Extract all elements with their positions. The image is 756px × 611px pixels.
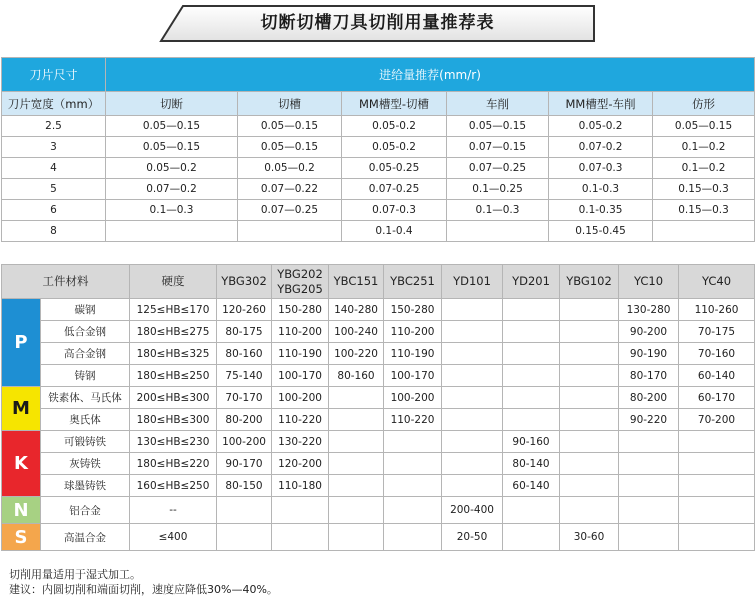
speed-value-cell <box>329 524 384 551</box>
speed-value-cell: 110-220 <box>272 409 329 431</box>
speed-value-cell <box>560 475 619 497</box>
feed-value-cell: 0.1—0.25 <box>447 179 549 200</box>
speed-value-cell: 120-260 <box>217 299 272 321</box>
speed-value-cell <box>442 321 503 343</box>
material-name-cell: 可锻铸铁 <box>41 431 130 453</box>
speed-value-cell: 70-160 <box>679 343 755 365</box>
feed-value-cell: 0.1-0.35 <box>549 200 653 221</box>
feed-value-cell: 0.07-0.25 <box>342 179 447 200</box>
speed-value-cell <box>560 299 619 321</box>
speed-value-cell: 70-170 <box>217 387 272 409</box>
feed-value-cell: 0.05—0.15 <box>238 137 342 158</box>
speed-value-cell: 80-200 <box>619 387 679 409</box>
hardness-cell: 130≤HB≤230 <box>130 431 217 453</box>
speed-row <box>2 497 755 524</box>
feed-value-cell: 0.07—0.15 <box>447 137 549 158</box>
feed-value-cell: 0.05-0.2 <box>342 137 447 158</box>
grade-header: YD201 <box>503 265 560 299</box>
speed-value-cell <box>442 387 503 409</box>
hardness-cell: 200≤HB≤300 <box>130 387 217 409</box>
insert-width-cell: 3 <box>2 137 106 158</box>
speed-value-cell: 140-280 <box>329 299 384 321</box>
feed-value-cell: 0.07—0.25 <box>238 200 342 221</box>
grade-header: YBC251 <box>384 265 442 299</box>
cutting-speed-table <box>1 264 755 551</box>
material-name-cell: 灰铸铁 <box>41 453 130 475</box>
speed-value-cell: 70-175 <box>679 321 755 343</box>
feed-row <box>2 179 755 200</box>
speed-value-cell <box>619 524 679 551</box>
speed-value-cell: 110-180 <box>272 475 329 497</box>
feed-value-cell: 0.05—0.15 <box>106 116 238 137</box>
speed-row <box>2 343 755 365</box>
feed-value-cell: 0.1-0.4 <box>342 221 447 242</box>
speed-value-cell: 80-160 <box>217 343 272 365</box>
feed-value-cell: 0.1—0.3 <box>106 200 238 221</box>
speed-value-cell <box>217 497 272 524</box>
speed-value-cell <box>619 475 679 497</box>
feed-value-cell: 0.15—0.3 <box>653 179 755 200</box>
speed-value-cell <box>619 431 679 453</box>
speed-value-cell <box>503 321 560 343</box>
insert-size-header: 刀片尺寸 <box>2 58 106 92</box>
material-name-cell: 高温合金 <box>41 524 130 551</box>
feed-value-cell: 0.05—0.2 <box>238 158 342 179</box>
speed-value-cell <box>384 497 442 524</box>
feed-value-cell: 0.1—0.2 <box>653 137 755 158</box>
speed-value-cell: 110-200 <box>384 321 442 343</box>
note-wet-cutting: 切削用量适用于湿式加工。 <box>9 568 141 581</box>
feed-value-cell <box>653 221 755 242</box>
feed-subheader: MM槽型-切槽 <box>342 92 447 116</box>
feed-value-cell: 0.1-0.3 <box>549 179 653 200</box>
grade-header: YBG102 <box>560 265 619 299</box>
hardness-cell: 180≤HB≤275 <box>130 321 217 343</box>
hardness-cell: 180≤HB≤325 <box>130 343 217 365</box>
hardness-header: 硬度 <box>130 265 217 299</box>
material-name-cell: 低合金钢 <box>41 321 130 343</box>
speed-value-cell: 100-220 <box>329 343 384 365</box>
speed-value-cell: 60-140 <box>503 475 560 497</box>
feed-recommend-header: 进给量推荐(mm/r) <box>106 58 755 92</box>
material-group-s: S <box>2 524 41 551</box>
insert-width-cell: 4 <box>2 158 106 179</box>
insert-width-cell: 2.5 <box>2 116 106 137</box>
feed-rate-table <box>1 57 755 242</box>
speed-value-cell: 110-220 <box>384 409 442 431</box>
speed-value-cell <box>619 497 679 524</box>
feed-value-cell: 0.07-0.3 <box>342 200 447 221</box>
speed-value-cell <box>442 453 503 475</box>
speed-value-cell <box>217 524 272 551</box>
hardness-cell: 160≤HB≤250 <box>130 475 217 497</box>
speed-value-cell: 110-260 <box>679 299 755 321</box>
speed-value-cell: 60-140 <box>679 365 755 387</box>
speed-value-cell: 110-190 <box>384 343 442 365</box>
speed-value-cell <box>442 431 503 453</box>
speed-value-cell <box>560 431 619 453</box>
feed-subheader-row <box>2 92 755 116</box>
feed-value-cell: 0.1—0.2 <box>653 158 755 179</box>
speed-value-cell <box>679 431 755 453</box>
speed-value-cell: 30-60 <box>560 524 619 551</box>
feed-row <box>2 200 755 221</box>
material-name-cell: 铸钢 <box>41 365 130 387</box>
speed-row <box>2 475 755 497</box>
speed-value-cell: 75-140 <box>217 365 272 387</box>
material-name-cell: 奥氏体 <box>41 409 130 431</box>
speed-row <box>2 409 755 431</box>
feed-value-cell: 0.05—0.15 <box>238 116 342 137</box>
speed-value-cell <box>442 343 503 365</box>
speed-value-cell <box>384 524 442 551</box>
speed-value-cell <box>619 453 679 475</box>
feed-value-cell: 0.05—0.15 <box>106 137 238 158</box>
speed-value-cell <box>329 387 384 409</box>
feed-value-cell: 0.15-0.45 <box>549 221 653 242</box>
speed-value-cell <box>272 524 329 551</box>
speed-value-cell <box>384 431 442 453</box>
title-banner <box>159 4 596 42</box>
speed-value-cell: 100-170 <box>384 365 442 387</box>
feed-value-cell: 0.05-0.25 <box>342 158 447 179</box>
feed-subheader: 车削 <box>447 92 549 116</box>
feed-row <box>2 158 755 179</box>
speed-value-cell: 90-220 <box>619 409 679 431</box>
speed-value-cell: 100-200 <box>384 387 442 409</box>
speed-value-cell: 90-200 <box>619 321 679 343</box>
hardness-cell: 180≤HB≤250 <box>130 365 217 387</box>
feed-value-cell: 0.15—0.3 <box>653 200 755 221</box>
note-speed-reduction: 建议：内圆切削和端面切削，速度应降低30%—40%。 <box>9 583 278 596</box>
material-group-p: P <box>2 299 41 387</box>
speed-value-cell: 100-170 <box>272 365 329 387</box>
feed-value-cell: 0.05—0.15 <box>653 116 755 137</box>
speed-row <box>2 387 755 409</box>
speed-value-cell <box>442 475 503 497</box>
speed-value-cell: 120-200 <box>272 453 329 475</box>
speed-value-cell <box>560 321 619 343</box>
page-title: 切断切槽刀具切削用量推荐表 <box>260 13 495 33</box>
speed-value-cell: 130-280 <box>619 299 679 321</box>
speed-value-cell: 60-170 <box>679 387 755 409</box>
insert-width-cell: 6 <box>2 200 106 221</box>
hardness-cell: 180≤HB≤220 <box>130 453 217 475</box>
speed-value-cell: 90-190 <box>619 343 679 365</box>
speed-value-cell: 110-200 <box>272 321 329 343</box>
grade-header: YBC151 <box>329 265 384 299</box>
speed-value-cell <box>272 497 329 524</box>
feed-value-cell: 0.05-0.2 <box>549 116 653 137</box>
feed-row <box>2 116 755 137</box>
material-group-k: K <box>2 431 41 497</box>
feed-value-cell: 0.07-0.2 <box>549 137 653 158</box>
speed-value-cell <box>442 409 503 431</box>
hardness-cell: 180≤HB≤300 <box>130 409 217 431</box>
speed-value-cell: 100-200 <box>217 431 272 453</box>
speed-value-cell <box>503 409 560 431</box>
speed-value-cell <box>560 409 619 431</box>
speed-header-row <box>2 265 755 299</box>
speed-value-cell: 200-400 <box>442 497 503 524</box>
speed-value-cell <box>560 453 619 475</box>
hardness-cell: ≤400 <box>130 524 217 551</box>
speed-value-cell <box>329 409 384 431</box>
speed-value-cell: 150-280 <box>272 299 329 321</box>
grade-header: YC10 <box>619 265 679 299</box>
speed-value-cell: 80-160 <box>329 365 384 387</box>
material-name-cell: 球墨铸铁 <box>41 475 130 497</box>
speed-value-cell <box>442 365 503 387</box>
speed-row <box>2 524 755 551</box>
speed-value-cell <box>560 365 619 387</box>
speed-value-cell: 100-200 <box>272 387 329 409</box>
speed-value-cell: 150-280 <box>384 299 442 321</box>
speed-value-cell: 80-170 <box>619 365 679 387</box>
speed-value-cell: 80-200 <box>217 409 272 431</box>
feed-value-cell: 0.05—0.15 <box>447 116 549 137</box>
speed-value-cell <box>503 343 560 365</box>
speed-row <box>2 299 755 321</box>
speed-value-cell: 90-170 <box>217 453 272 475</box>
speed-value-cell <box>560 343 619 365</box>
feed-value-cell <box>447 221 549 242</box>
insert-width-cell: 5 <box>2 179 106 200</box>
feed-subheader: 仿形 <box>653 92 755 116</box>
feed-value-cell: 0.07—0.25 <box>447 158 549 179</box>
speed-value-cell: 130-220 <box>272 431 329 453</box>
speed-value-cell <box>679 497 755 524</box>
material-name-cell: 碳钢 <box>41 299 130 321</box>
material-group-n: N <box>2 497 41 524</box>
speed-value-cell <box>503 497 560 524</box>
feed-row <box>2 137 755 158</box>
feed-subheader: 切断 <box>106 92 238 116</box>
speed-value-cell <box>503 387 560 409</box>
speed-value-cell: 80-175 <box>217 321 272 343</box>
speed-value-cell <box>679 453 755 475</box>
feed-subheader: MM槽型-车削 <box>549 92 653 116</box>
speed-value-cell: 80-150 <box>217 475 272 497</box>
speed-row <box>2 321 755 343</box>
feed-value-cell: 0.07—0.22 <box>238 179 342 200</box>
material-header: 工件材料 <box>2 265 130 299</box>
speed-row <box>2 431 755 453</box>
speed-value-cell <box>329 453 384 475</box>
speed-value-cell: 100-240 <box>329 321 384 343</box>
feed-value-cell: 0.05—0.2 <box>106 158 238 179</box>
grade-header: YBG202 YBG205 <box>272 265 329 299</box>
speed-row <box>2 453 755 475</box>
speed-value-cell: 110-190 <box>272 343 329 365</box>
speed-value-cell <box>329 431 384 453</box>
hardness-cell: -- <box>130 497 217 524</box>
feed-subheader: 切槽 <box>238 92 342 116</box>
feed-table-body <box>2 116 755 242</box>
material-name-cell: 铝合金 <box>41 497 130 524</box>
material-name-cell: 高合金钢 <box>41 343 130 365</box>
feed-value-cell: 0.05-0.2 <box>342 116 447 137</box>
speed-value-cell <box>679 524 755 551</box>
material-name-cell: 铁素体、马氏体 <box>41 387 130 409</box>
insert-width-cell: 8 <box>2 221 106 242</box>
speed-value-cell <box>503 524 560 551</box>
speed-value-cell <box>384 453 442 475</box>
speed-value-cell <box>442 299 503 321</box>
hardness-cell: 125≤HB≤170 <box>130 299 217 321</box>
speed-value-cell: 90-160 <box>503 431 560 453</box>
feed-subheader: 刀片宽度（mm） <box>2 92 106 116</box>
feed-value-cell <box>106 221 238 242</box>
feed-value-cell: 0.1—0.3 <box>447 200 549 221</box>
feed-row <box>2 221 755 242</box>
speed-table-body <box>2 299 755 551</box>
speed-value-cell <box>560 497 619 524</box>
speed-value-cell <box>384 475 442 497</box>
speed-value-cell <box>679 475 755 497</box>
feed-value-cell: 0.07—0.2 <box>106 179 238 200</box>
grade-header: YC40 <box>679 265 755 299</box>
grade-header: YBG302 <box>217 265 272 299</box>
speed-value-cell <box>560 387 619 409</box>
material-group-m: M <box>2 387 41 431</box>
speed-value-cell: 20-50 <box>442 524 503 551</box>
speed-value-cell <box>503 365 560 387</box>
feed-value-cell: 0.07-0.3 <box>549 158 653 179</box>
speed-value-cell: 70-200 <box>679 409 755 431</box>
grade-header: YD101 <box>442 265 503 299</box>
speed-value-cell <box>503 299 560 321</box>
feed-value-cell <box>238 221 342 242</box>
speed-value-cell <box>329 497 384 524</box>
speed-value-cell: 80-140 <box>503 453 560 475</box>
speed-value-cell <box>329 475 384 497</box>
speed-row <box>2 365 755 387</box>
